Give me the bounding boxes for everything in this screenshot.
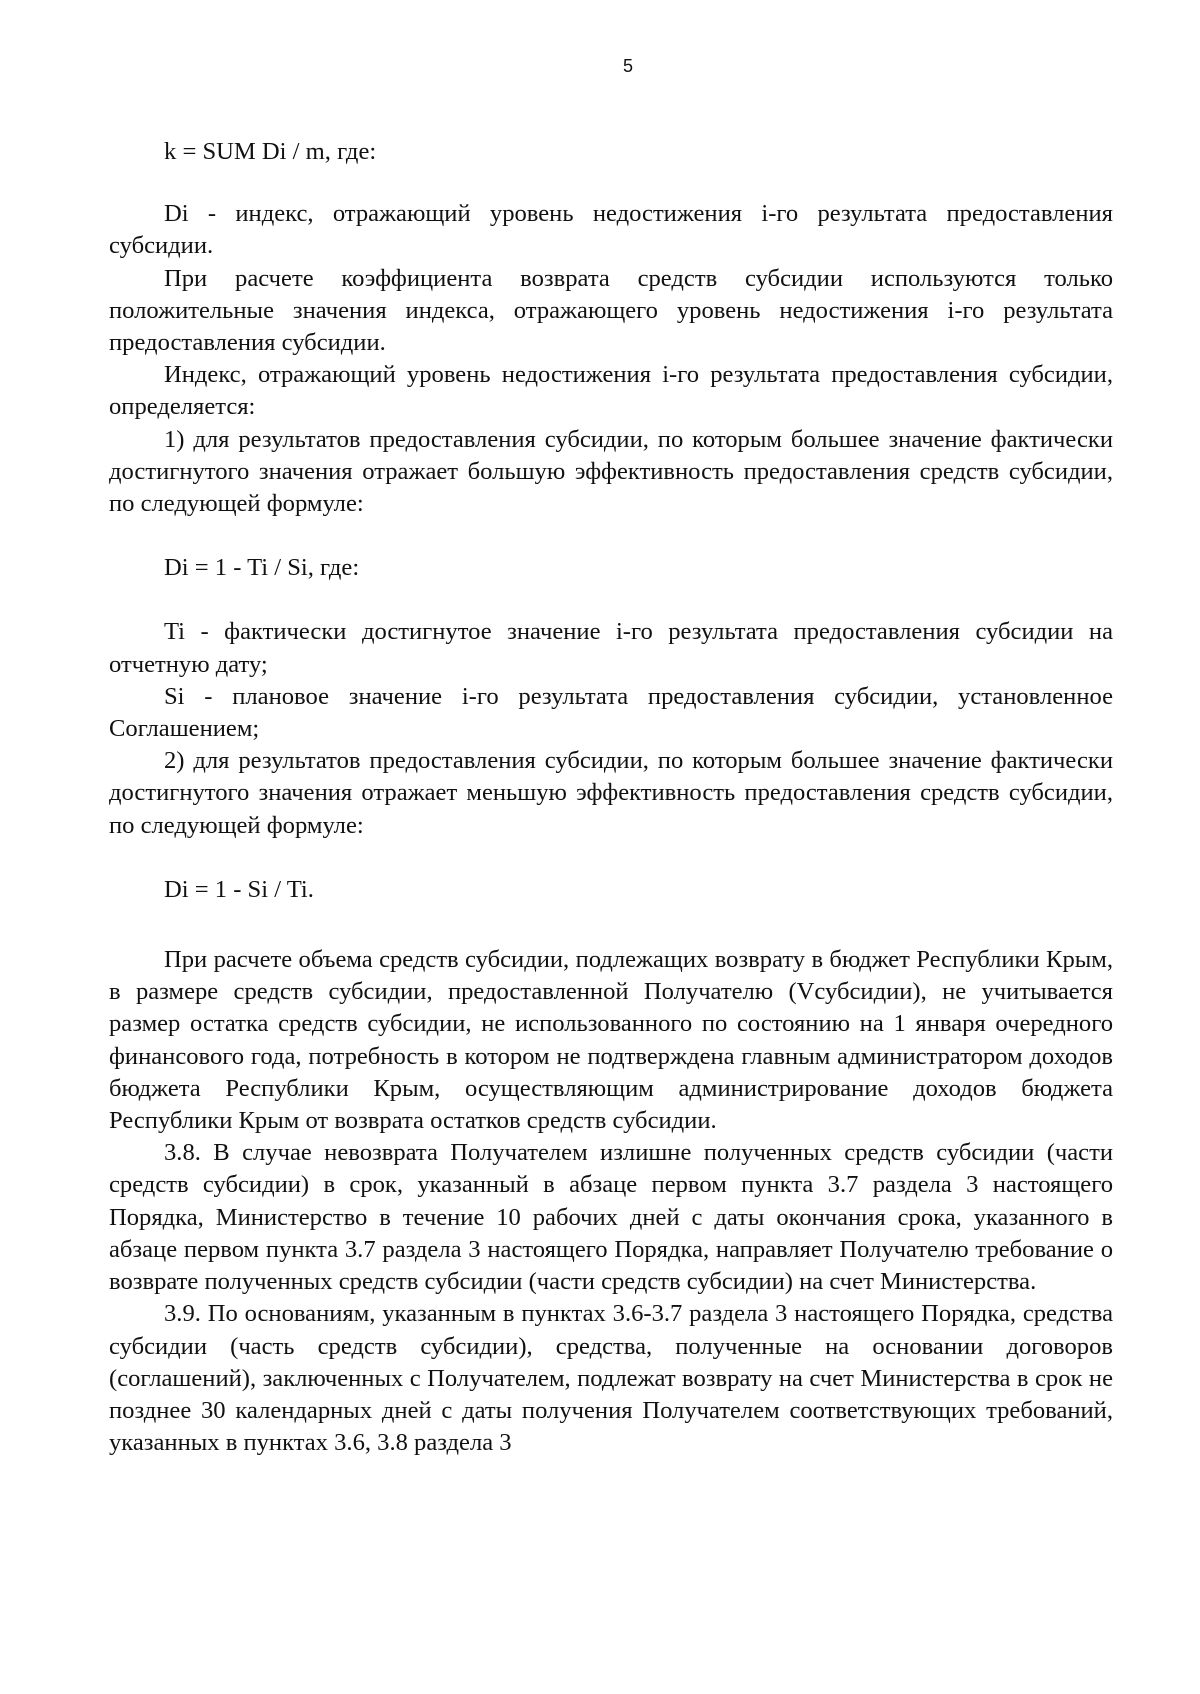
page-number: 5 <box>622 56 633 76</box>
paragraph-subsidy-volume: При расчете объема средств субсидии, подлежащих возврату в бюджет Республики Крым, в размере средств субсидии, предоставленной Получателю (Vсубсидии), не учитывается размер остатка средств субсидии, не использованного по состоянию на 1 января очередного финансового года, потребность в котором не подтверждена главным администратором доходов бюджета Республики Крым, осуществляющим администрирование доходов бюджета Республики Крым от возврата остатков средств субсидии. <box>109 946 1113 1135</box>
formula-k: k = SUM Di / m, где: <box>164 138 377 165</box>
paragraph-case-2: 2) для результатов предоставления субсидии, по которым большее значение фактически достигнутого значения отражает меньшую эффективность предоставления средств субсидии, по следующей формуле: <box>109 747 1113 839</box>
paragraph-index-intro: Индекс, отражающий уровень недостижения i-го результата предоставления субсидии, определяется: <box>109 361 1113 421</box>
document-body <box>109 136 1113 1459</box>
formula-di-2: Di = 1 - Si / Ti. <box>164 875 314 903</box>
formula-di-1: Di = 1 - Ti / Si, где: <box>164 554 360 582</box>
paragraph-clause-3-9: 3.9. По основаниям, указанным в пунктах 3.6-3.7 раздела 3 настоящего Порядка, средства субсидии (часть средств субсидии), средства, полученные на основании договоров (соглашений), заключенных с Получателем, подлежат возврату на счет Министерства в срок не позднее 30 календарных дней с даты получения Получателем соответствующих требований, указанных в пунктах 3.6, 3.8 раздела 3 <box>109 1300 1113 1457</box>
paragraph-di-definition: Di - индекс, отражающий уровень недостижения i-го результата предоставления субсидии. <box>109 200 1113 260</box>
paragraph-case-1: 1) для результатов предоставления субсидии, по которым большее значение фактически достигнутого значения отражает большую эффективность предоставления средств субсидии, по следующей формуле: <box>109 425 1113 518</box>
paragraph-clause-3-8: 3.8. В случае невозврата Получателем излишне полученных средств субсидии (части средств субсидии) в срок, указанный в абзаце первом пункта 3.7 раздела 3 настоящего Порядка, Министерство в течение 10 рабочих дней с даты окончания срока, указанного в абзаце первом пункта 3.7 раздела 3 настоящего Порядка, направляет Получателю требование о возврате полученных средств субсидии (части средств субсидии) на счет Министерства. <box>109 1139 1113 1296</box>
paragraph-si-definition: Si - плановое значение i-го результата предоставления субсидии, установленное Соглашением; <box>109 682 1113 743</box>
paragraph-ti-definition: Ti - фактически достигнутое значение i-го результата предоставления субсидии на отчетную дату; <box>109 618 1113 678</box>
paragraph-positive-values: При расчете коэффициента возврата средств субсидии используются только положительные значения индекса, отражающего уровень недостижения i-го результата предоставления субсидии. <box>109 264 1113 357</box>
